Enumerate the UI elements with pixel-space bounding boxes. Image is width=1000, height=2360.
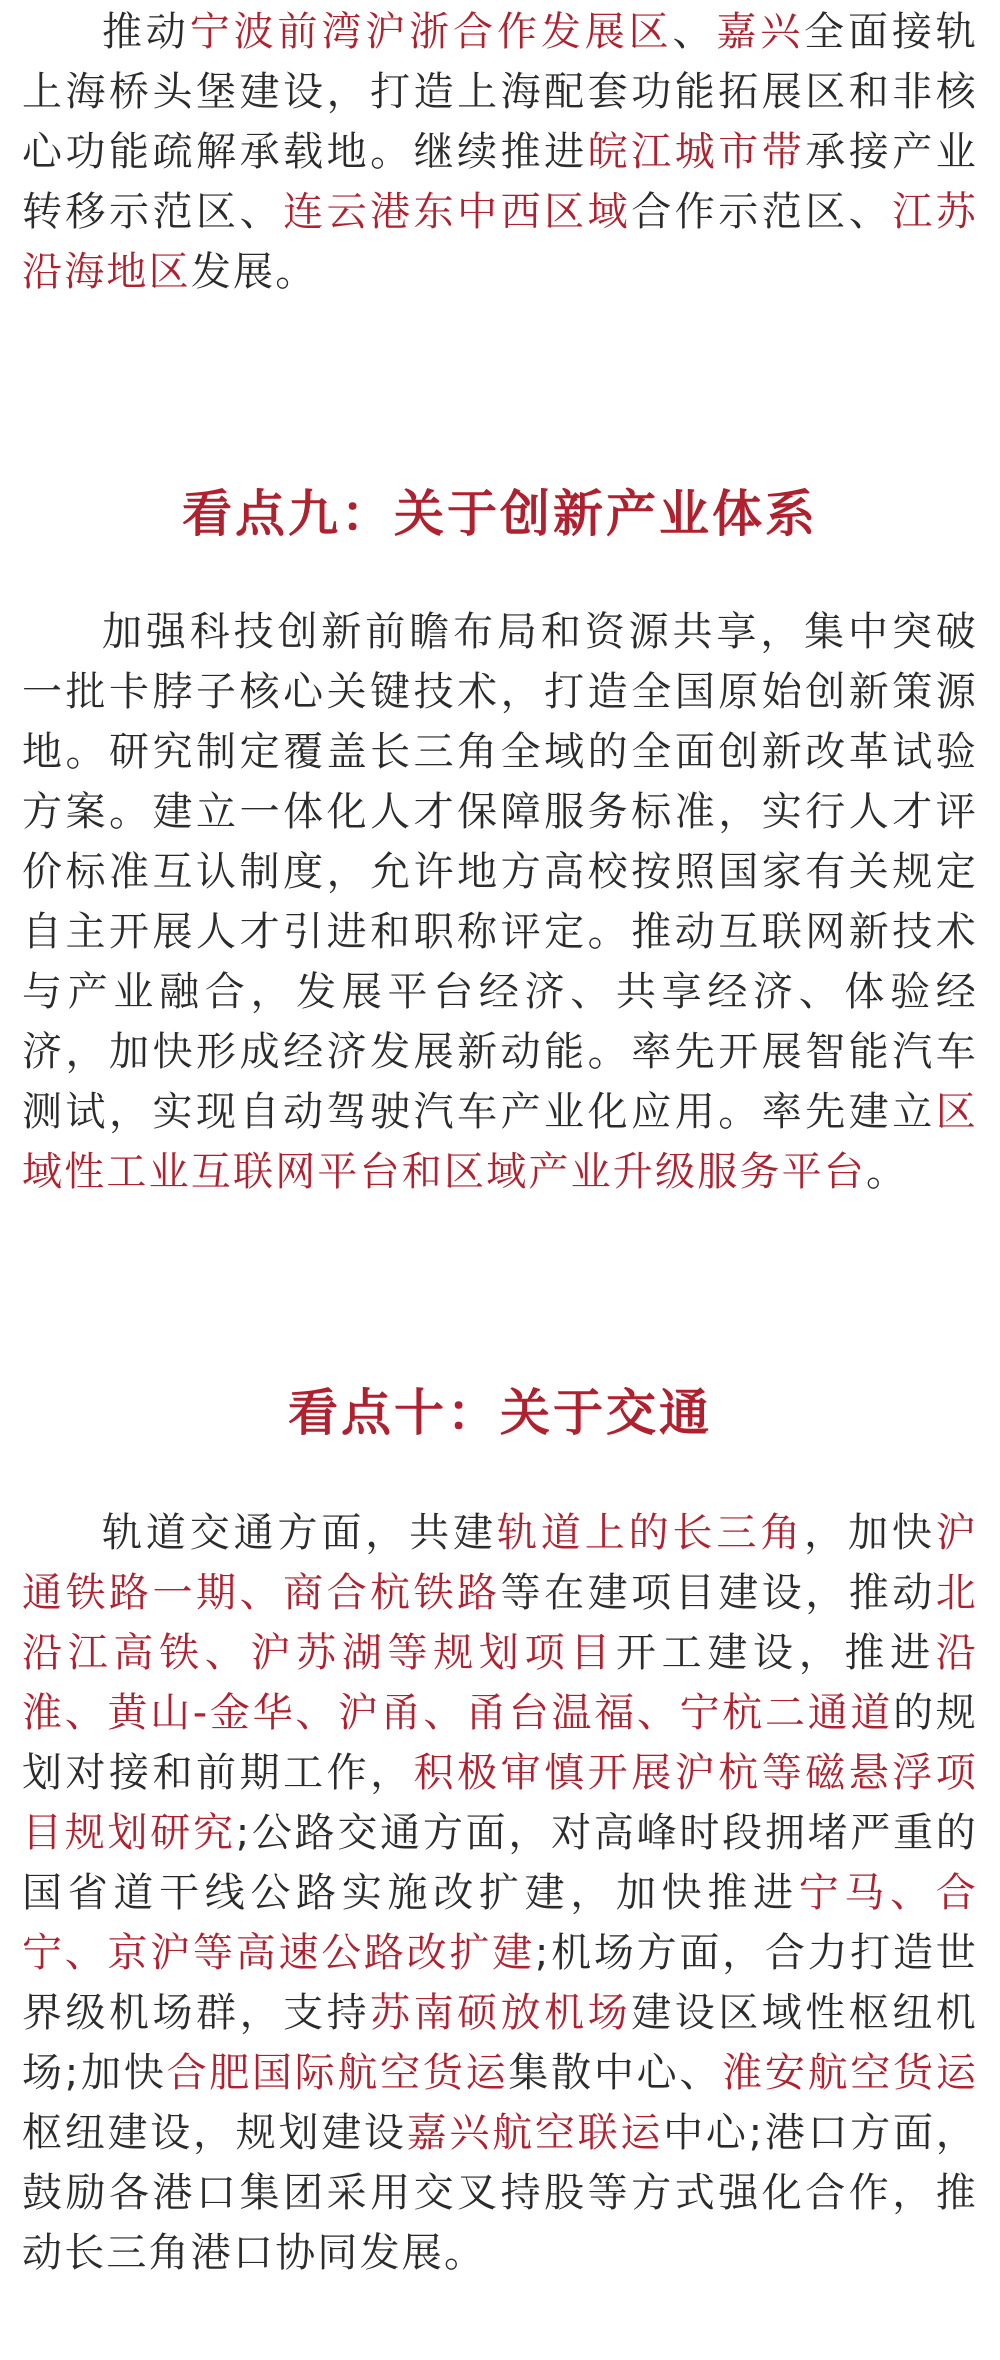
section-9-heading: 看点九：关于创新产业体系	[182, 485, 818, 543]
highlighted-term: 沿淮、黄山-金华、沪甬、甬台温福、宁杭二通道	[22, 1630, 978, 1736]
highlighted-term: 宁马、合宁、京沪等高速公路改扩建	[22, 1870, 978, 1976]
highlighted-term: 连云港东中西区域	[283, 189, 632, 235]
highlighted-term: 合肥国际航空货运	[166, 2050, 509, 2096]
highlighted-term: 区域性工业互联网平台和区域产业升级服务平台	[22, 1089, 978, 1195]
body-text: 等在建项目建设，推动	[500, 1570, 936, 1616]
section-10-paragraph	[22, 1503, 978, 2283]
highlighted-term: 苏南硕放机场	[370, 1990, 632, 2036]
highlighted-term: 积极审慎开展沪杭等磁悬浮项目规划研究	[22, 1750, 978, 1856]
body-text: ;机场方面，合力打造世界级机场群，支持	[22, 1930, 978, 2036]
body-text: 发展。	[190, 249, 318, 295]
highlighted-term: 嘉兴	[716, 9, 805, 55]
body-text: ;公路交通方面，对高峰时段拥堵严重的国省道干线公路实施改扩建，加快推进	[22, 1810, 979, 1916]
highlighted-term: 淮安航空货运	[722, 2050, 979, 2096]
body-text: 承接产业转移示范区、	[22, 129, 978, 235]
body-text: 中心;港口方面，鼓励各港口集团采用交叉持股等方式强化合作，推动长三角港口协同发展。	[22, 2110, 978, 2276]
body-text: 开工建设，推进	[615, 1630, 936, 1676]
body-text: 枢纽建设，规划建设	[22, 2110, 407, 2156]
highlighted-term: 轨道上的长三角	[496, 1510, 805, 1556]
body-text: 推动	[102, 9, 190, 55]
section-10-heading: 看点十：关于交通	[288, 1384, 712, 1442]
body-text: 全面接轨上海桥头堡建设，打造上海配套功能拓展区和非核心功能疏解承载地。继续推进	[22, 9, 978, 175]
body-text: 加强科技创新前瞻布局和资源共享，集中突破一批卡脖子核心关键技术，打造全国原始创新策源地。研究制定覆盖长三角全域的全面创新改革试验方案。建立一体化人才保障服务标准，实行人才评价标准互认制度，允许地方高校按照国家有关规定自主开展人才引进和职称评定。推动互联网新技术与产业融合，发展平台经济、共享经济、体验经济，加快形成经济发展新动能。率先开展智能汽车测试，实现自动驾驶汽车产业化应用。率先建立	[22, 609, 978, 1135]
highlighted-term: 北沿江高铁、沪苏湖等规划项目	[22, 1570, 978, 1676]
highlighted-term: 江苏沿海地区	[22, 189, 979, 295]
highlighted-term: 宁波前湾沪浙合作发展区	[189, 9, 673, 55]
body-text: 集散中心、	[508, 2050, 723, 2096]
highlighted-term: 嘉兴航空联运	[406, 2110, 664, 2156]
intro-paragraph	[22, 2, 978, 302]
body-text: 建设区域性枢纽机场;加快	[22, 1990, 978, 2096]
body-text: 。	[866, 1149, 909, 1195]
highlighted-term: 皖江城市带	[587, 129, 806, 175]
body-text: 合作示范区、	[631, 189, 893, 235]
body-text: 、	[672, 9, 717, 55]
body-text: 轨道交通方面，共建	[102, 1510, 497, 1556]
highlighted-term: 沪通铁路一期、商合杭铁路	[22, 1510, 978, 1616]
section-9-paragraph	[22, 602, 978, 1202]
body-text: 的规划对接和前期工作，	[22, 1690, 978, 1796]
body-text: ，加快	[804, 1510, 936, 1556]
